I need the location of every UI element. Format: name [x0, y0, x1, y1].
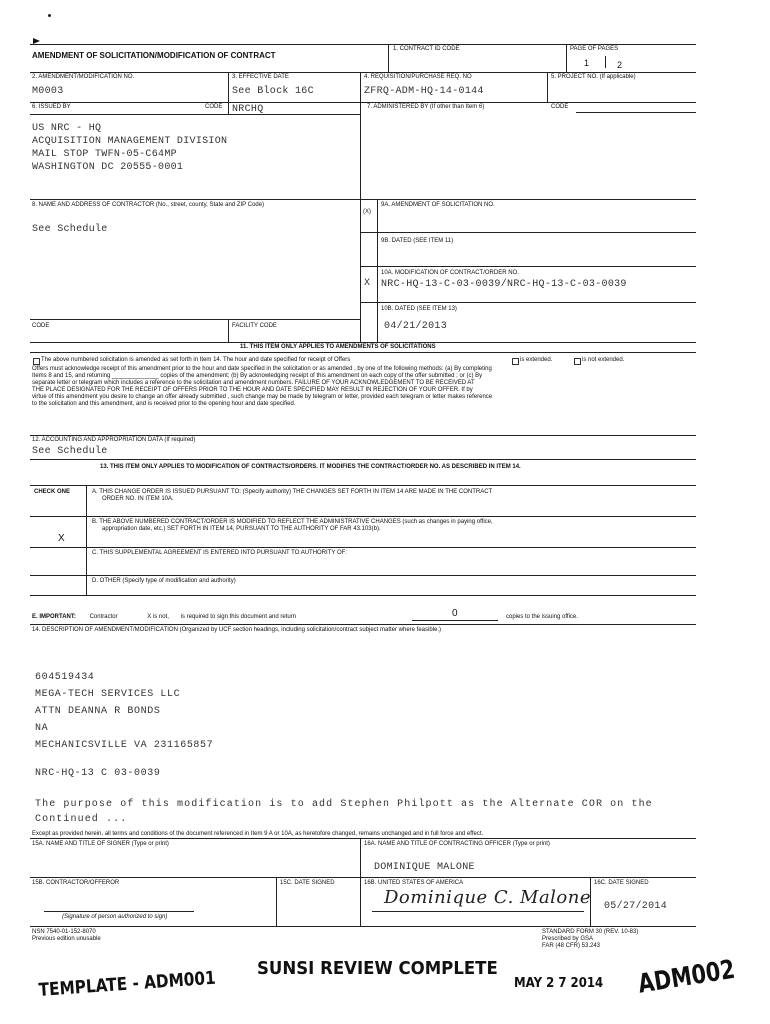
- item11-line1: The above numbered solicitation is amended as set forth in Item 14. The hour and date specified for receipt of Offers: [41, 357, 351, 363]
- issued-code-value: NRCHQ: [232, 104, 264, 115]
- amendment-no-label: 2. AMENDMENT/MODIFICATION NO.: [32, 74, 135, 80]
- page-total: 2: [617, 60, 623, 70]
- contracting-officer-name: DOMINIQUE MALONE: [374, 862, 475, 873]
- contractor-value: See Schedule: [32, 224, 108, 235]
- item13-d-label: D. OTHER (Specify type of modification and authority): [92, 578, 236, 584]
- form-title: AMENDMENT OF SOLICITATION/MODIFICATION OF CONTRACT: [32, 51, 276, 60]
- terms-clause: Except as provided herein, all terms and conditions of the document referenced in Item 9 A or 10A, as heretofore changed, remains unchanged and in full force and effect.: [32, 831, 484, 837]
- adm-stamp: ADM002: [636, 954, 737, 1000]
- contractor-label: 8. NAME AND ADDRESS OF CONTRACTOR (No., street, county, State and ZIP Code): [32, 202, 265, 208]
- template-stamp: TEMPLATE - ADM001: [38, 967, 217, 1001]
- item13-b-checkmark: X: [58, 533, 65, 544]
- not-extended-checkbox[interactable]: [574, 358, 581, 365]
- extended-label: is extended.: [520, 357, 553, 363]
- facility-code-label: FACILITY CODE: [232, 323, 277, 329]
- item16c-label: 16C. DATE SIGNED: [594, 880, 649, 886]
- issued-by-label: 6. ISSUED BY: [32, 104, 71, 110]
- extended-checkbox[interactable]: [512, 358, 519, 365]
- item15b-label: 15B. CONTRACTOR/OFFEROR: [32, 880, 120, 886]
- not-extended-label: is not extended.: [582, 357, 625, 363]
- copies-value: 0: [452, 608, 458, 619]
- requisition-label: 4. REQUISITION/PURCHASE REQ. NO: [364, 74, 472, 80]
- administered-by-label: 7. ADMINISTERED BY (If other than Item 6): [367, 104, 485, 110]
- effective-date-label: 3. EFFECTIVE DATE: [232, 74, 289, 80]
- item16c-value: 05/27/2014: [604, 901, 668, 912]
- check-one-label: CHECK ONE: [34, 489, 71, 495]
- previous-edition: Previous edition unusable: [32, 936, 101, 942]
- sunsi-review-stamp: SUNSI REVIEW COMPLETE: [257, 958, 498, 979]
- item9a-label: 9A. AMENDMENT OF SOLICITATION NO.: [381, 202, 495, 208]
- item13-heading: 13. THIS ITEM ONLY APPLIES TO MODIFICATION OF CONTRACTS/ORDERS. IT MODIFIES THE CONTRACT/ORDER NO. AS DESCRIBED IN ITEM 14.: [100, 464, 521, 470]
- purpose-line2: Continued ...: [35, 814, 128, 825]
- purpose-line1: The purpose of this modification is to add Stephen Philpott as the Alternate COR on the: [35, 799, 653, 810]
- project-no-label: 5. PROJECT NO. (If applicable): [551, 74, 636, 80]
- effective-date: See Block 16C: [232, 86, 314, 97]
- prescribed-by: Prescribed by GSA: [542, 936, 594, 942]
- item10a-label: 10A. MODIFICATION OF CONTRACT/ORDER NO.: [381, 270, 519, 276]
- item10b-value: 04/21/2013: [384, 321, 448, 332]
- item12-label: 12. ACCOUNTING AND APPROPRIATION DATA (If required): [32, 437, 196, 443]
- standard-form: STANDARD FORM 30 (REV. 10-83): [542, 929, 639, 935]
- item15c-label: 15C. DATE SIGNED: [280, 880, 335, 886]
- item15a-label: 15A. NAME AND TITLE OF SIGNER (Type or print): [32, 841, 169, 847]
- item13-a-line1: A. THIS CHANGE ORDER IS ISSUED PURSUANT TO: (Specify authority) THE CHANGES SET FORTH IN ITEM 14 ARE MADE IN THE CONTRACT: [92, 489, 493, 495]
- col-x-label: (X): [363, 209, 371, 215]
- item16a-label: 16A. NAME AND TITLE OF CONTRACTING OFFICER (Type or print): [364, 841, 550, 847]
- is-required-label: is required to sign this document and return: [180, 614, 297, 620]
- item13-a-line2: ORDER NO. IN ITEM 10A.: [102, 496, 174, 502]
- item13-b-line1: B. THE ABOVE NUMBERED CONTRACT/ORDER IS MODIFIED TO REFLECT THE ADMINISTRATIVE CHANGES (such as changes in paying office,: [92, 519, 493, 525]
- item13-b-line2: appropriation date, etc.) SET FORTH IN ITEM 14, PURSUANT TO THE AUTHORITY OF FAR 43.103(b).: [102, 526, 381, 532]
- item10a-value: NRC-HQ-13-C-03-0039/NRC-HQ-13-C-03-0039: [381, 279, 627, 290]
- item9b-label: 9B. DATED (SEE ITEM 11): [381, 238, 454, 244]
- page-number: 1: [584, 58, 590, 68]
- contract-reference: NRC-HQ-13 C 03-0039: [35, 768, 161, 779]
- contracting-officer-signature: Dominique C. Malone: [384, 887, 592, 908]
- item11-checkbox[interactable]: [33, 358, 40, 365]
- date-stamp: MAY 2 7 2014: [514, 976, 604, 991]
- scan-speck: [48, 14, 51, 17]
- item11-instructions: Offers must acknowledge receipt of this amendment prior to the hour and date specified in the solicitation or as amended , by one of the following methods: (a) By completing Items 8 and 15, and returning ______________ copies of the amendment; (b) By acknowledging receipt of this amendment on each copy of the offer submitted ; or (c) By separate letter or telegram which includes a reference to the solicitation and amendment numbers. FAILURE OF YOUR ACKNOWLEDGEMENT TO BE RECEIVED AT THE PLACE DESIGNATED FOR THE RECEIPT OF OFFERS PRIOR TO THE HOUR AND DATE SPECIFIED MAY RESULT IN REJECTION OF YOUR OFFER. If by virtue of this amendment you desire to change an offer already submitted , such change may be made by telegram or letter, provided each telegram or letter makes reference to the solicitation and this amendment, and is received prior to the opening hour and date specified.: [32, 366, 493, 407]
- administered-code-label: CODE: [551, 104, 569, 110]
- signature-note: (Signature of person authorized to sign): [62, 914, 168, 920]
- contractor-word: Contractor: [89, 614, 118, 620]
- item16b-label: 16B. UNITED STATES OF AMERICA: [364, 880, 464, 886]
- contractor-code-label: CODE: [32, 323, 50, 329]
- item14-label: 14. DESCRIPTION OF AMENDMENT/MODIFICATION (Organized by UCF section headings, including solicitation/contract subject matter where feasible.): [32, 627, 442, 633]
- item13-c-label: C. THIS SUPPLEMENTAL AGREEMENT IS ENTERED INTO PURSUANT TO AUTHORITY OF:: [92, 550, 347, 556]
- contract-id-code-label: 1. CONTRACT ID CODE: [393, 46, 460, 52]
- requisition-no: ZFRQ-ADM-HQ-14-0144: [364, 86, 484, 97]
- page-of-pages-label: PAGE OF PAGES: [570, 46, 619, 52]
- item10b-label: 10B. DATED (SEE ITEM 13): [381, 306, 457, 312]
- nsn-number: NSN 7540-01-152-8070: [32, 929, 96, 935]
- amendment-no: M0003: [32, 86, 64, 97]
- issuer-address: US NRC - HQ ACQUISITION MANAGEMENT DIVISION MAIL STOP TWFN-05-C64MP WASHINGTON DC 20555-0001: [32, 123, 228, 173]
- is-not-label: X is not,: [147, 614, 169, 620]
- item12-value: See Schedule: [32, 446, 108, 457]
- copies-text: copies to the issuing office.: [506, 614, 578, 620]
- item-e-row: [32, 614, 296, 621]
- contractor-address-block: 604519434 MEGA-TECH SERVICES LLC ATTN DEANNA R BONDS NA MECHANICSVILLE VA 231165857: [35, 672, 214, 751]
- item10a-checkmark: X: [364, 278, 371, 289]
- important-label: E. IMPORTANT:: [32, 614, 76, 620]
- far-reference: FAR (48 CFR) 53.243: [542, 943, 601, 949]
- item11-heading: 11. THIS ITEM ONLY APPLIES TO AMENDMENTS OF SOLICITATIONS: [240, 344, 436, 350]
- issued-code-label: CODE: [205, 104, 223, 110]
